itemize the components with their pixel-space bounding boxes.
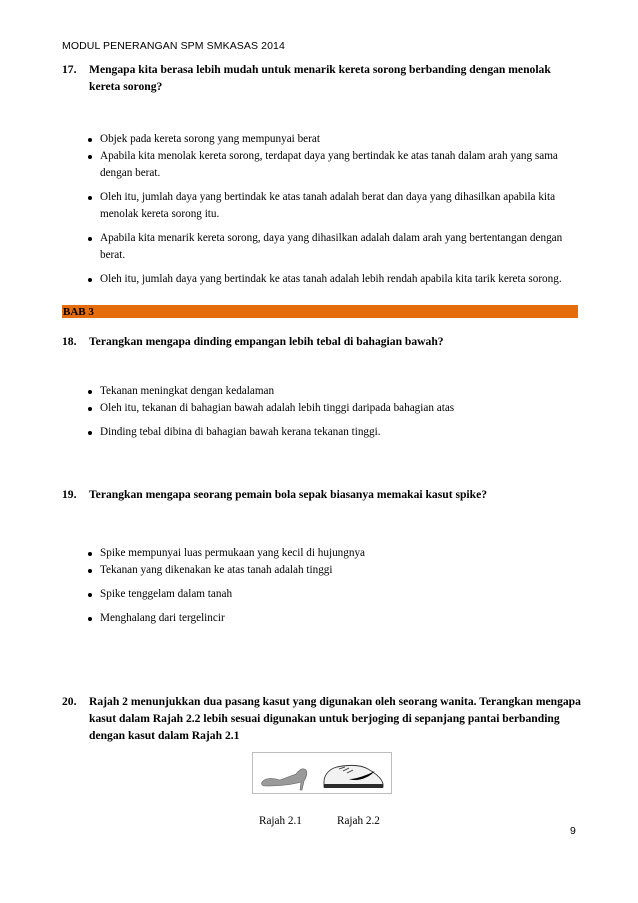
question-text: Rajah 2 menunjukkan dua pasang kasut yang digunakan oleh seorang wanita. Terangkan mengapa kasut dalam Rajah 2.2 lebih sesuai digunakan untuk berjoging di sepanjang pantai berbanding dengan kasut dalam Rajah 2.1 xyxy=(89,695,581,742)
question-text: Mengapa kita berasa lebih mudah untuk menarik kereta sorong berbanding dengan menolak kereta sorong? xyxy=(89,63,551,93)
list-item: Spike tenggelam dalam tanah xyxy=(88,586,578,603)
bullet-icon xyxy=(88,138,92,142)
bullet-icon xyxy=(88,196,92,200)
bullet-icon xyxy=(88,155,92,159)
list-item: Oleh itu, jumlah daya yang bertindak ke atas tanah adalah lebih rendah apabila kita tarik kereta sorong. xyxy=(88,271,578,288)
shoe-illustration xyxy=(253,753,391,793)
bullet-icon xyxy=(88,569,92,573)
bullet-icon xyxy=(88,431,92,435)
question-number: 17. xyxy=(62,63,77,76)
question-number: 19. xyxy=(62,488,77,501)
list-item: Spike mempunyai luas permukaan yang kecil di hujungnya xyxy=(88,545,578,562)
list-item: Apabila kita menarik kereta sorong, daya yang dihasilkan adalah dalam arah yang bertentangan dengan berat. xyxy=(88,230,578,264)
list-item: Tekanan yang dikenakan ke atas tanah adalah tinggi xyxy=(88,562,578,579)
list-item: Dinding tebal dibina di bahagian bawah kerana tekanan tinggi. xyxy=(88,424,578,441)
question-number: 18. xyxy=(62,335,77,348)
question-20 xyxy=(62,693,582,744)
page-header: MODUL PENERANGAN SPM SMKASAS 2014 xyxy=(62,40,285,52)
section-heading-bar xyxy=(62,305,578,318)
list-item: Menghalang dari tergelincir xyxy=(88,610,578,627)
question-text: Terangkan mengapa seorang pemain bola sepak biasanya memakai kasut spike? xyxy=(89,488,488,501)
bullet-icon xyxy=(88,552,92,556)
bullet-icon xyxy=(88,278,92,282)
answer-list-18 xyxy=(88,383,578,441)
list-item: Tekanan meningkat dengan kedalaman xyxy=(88,383,578,400)
question-text: Terangkan mengapa dinding empangan lebih tebal di bahagian bawah? xyxy=(89,335,444,348)
list-item: Oleh itu, jumlah daya yang bertindak ke atas tanah adalah berat dan daya yang dihasilkan apabila kita menolak kereta sorong itu. xyxy=(88,189,578,223)
bullet-icon xyxy=(88,390,92,394)
figure-caption-2-1: Rajah 2.1 xyxy=(259,815,302,827)
answer-list-17 xyxy=(88,131,578,288)
question-18 xyxy=(62,333,582,350)
figure-caption-2-2: Rajah 2.2 xyxy=(337,815,380,827)
list-item: Oleh itu, tekanan di bahagian bawah adalah lebih tinggi daripada bahagian atas xyxy=(88,400,578,417)
bullet-icon xyxy=(88,407,92,411)
bullet-icon xyxy=(88,237,92,241)
list-item: Objek pada kereta sorong yang mempunyai berat xyxy=(88,131,578,148)
high-heel-icon xyxy=(262,769,307,790)
list-item: Apabila kita menolak kereta sorong, terdapat daya yang bertindak ke atas tanah dalam arah yang sama dengan berat. xyxy=(88,148,578,182)
bullet-icon xyxy=(88,593,92,597)
answer-list-19 xyxy=(88,545,578,627)
question-19 xyxy=(62,486,582,503)
shoe-figure xyxy=(252,752,392,794)
bullet-icon xyxy=(88,617,92,621)
question-number: 20. xyxy=(62,695,77,708)
sneaker-icon xyxy=(324,765,383,788)
question-17 xyxy=(62,61,582,95)
section-title: BAB 3 xyxy=(63,306,94,318)
page-number: 9 xyxy=(570,825,576,837)
